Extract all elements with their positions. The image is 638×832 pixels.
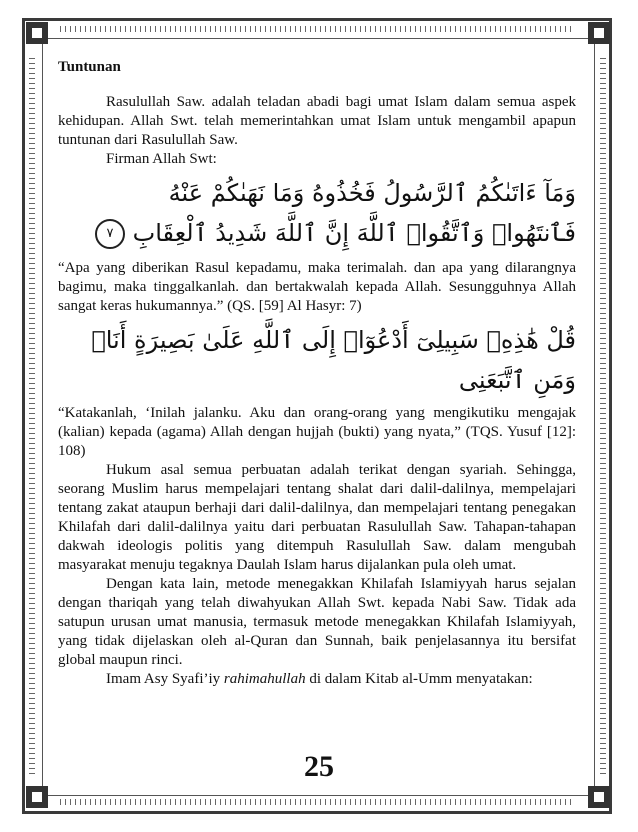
corner-ornament <box>588 22 610 44</box>
border-ornament-right <box>600 58 606 774</box>
page-number: 25 <box>304 750 334 783</box>
arabic-verse-1-line-1: وَمَآ ءَاتَىٰكُمُ ٱلرَّسُولُ فَخُذُوهُ وَمَا نَهَىٰكُمْ عَنْهُ <box>168 179 576 207</box>
corner-ornament <box>588 786 610 808</box>
paragraph-imam-italic: rahimahullah <box>223 671 306 687</box>
paragraph-imam-syafiiy <box>58 670 576 689</box>
corner-ornament <box>26 22 48 44</box>
arabic-verse-1 <box>58 173 576 253</box>
section-heading: Tuntunan <box>58 59 121 75</box>
translation-yusuf: “Katakanlah, ‘Inilah jalanku. Aku dan orang-orang yang mengikutiku mengajak (kalian) kepada (agama) Allah dengan hujjah (bukti) yang nyata,” (TQS. Yusuf [12]: 108) <box>58 405 576 459</box>
border-ornament-bottom <box>60 799 572 805</box>
firman-label: Firman Allah Swt: <box>106 151 217 167</box>
paragraph-intro: Rasulullah Saw. adalah teladan abadi bagi umat Islam dalam semua aspek kehidupan. Allah Swt. telah memerintahkan umat Islam untuk mengambil apapun tuntunan dari Rasulullah Saw. <box>58 94 576 148</box>
paragraph-imam-start: Imam Asy Syafi’iy <box>106 671 224 687</box>
paragraph-hukum-asal: Hukum asal semua perbuatan adalah terikat dengan syariah. Sehingga, seorang Muslim harus mempelajari tentang shalat dari dalil-dalilnya, mempelajari tentang zakat ataupun berhaji dari dalil-dalilnya, dan mempelajari tentang penegakan Khilafah dari dalil-dalilnya yaitu dari perbuatan Rasulullah Saw. Tahapan-tahapan dakwah ideologis politis yang ditempuh Rasulullah Saw. dalam mengubah masyarakat menuju tegaknya Daulah Islam harus dijalankan pula oleh umat. <box>58 462 576 573</box>
ayah-number-mark: ٧ <box>95 219 125 249</box>
border-ornament-left <box>29 58 35 774</box>
arabic-verse-2: قُلْ هَٰذِهِۦ سَبِيلِىٓ أَدْعُوٓا۟ إِلَى ٱللَّهِ عَلَىٰ بَصِيرَةٍ أَنَا۠ وَمَنِ ٱتَّبَعَنِى <box>91 326 576 394</box>
arabic-verse-1-line-2 <box>58 213 576 253</box>
arabic-verse-1-line-2-text: فَٱنتَهُوا۟ وَٱتَّقُوا۟ ٱللَّهَ إِنَّ ٱللَّهَ شَدِيدُ ٱلْعِقَابِ <box>132 219 576 247</box>
border-ornament-top <box>60 26 572 32</box>
paragraph-metode: Dengan kata lain, metode menegakkan Khilafah Islamiyyah harus sejalan dengan thariqah yang telah diwahyukan Allah Swt. kepada Nabi Saw. Tidak ada satupun urusan umat manusia, termasuk metode menegakkan Khilafah Islamiyyah, yang tidak dijelaskan oleh al-Quran dan Sunnah, baik penjelasannya itu bersifat global maupun rinci. <box>58 576 576 668</box>
page-content <box>58 58 576 689</box>
corner-ornament <box>26 786 48 808</box>
paragraph-imam-end: di dalam Kitab al-Umm menyatakan: <box>305 671 533 687</box>
translation-al-hasyr: “Apa yang diberikan Rasul kepadamu, maka terimalah. dan apa yang dilarangnya bagimu, maka tinggalkanlah. dan bertakwalah kepada Allah. Sesungguhnya Allah sangat keras hukumannya.” (QS. [59] Al Hasyr: 7) <box>58 260 576 314</box>
